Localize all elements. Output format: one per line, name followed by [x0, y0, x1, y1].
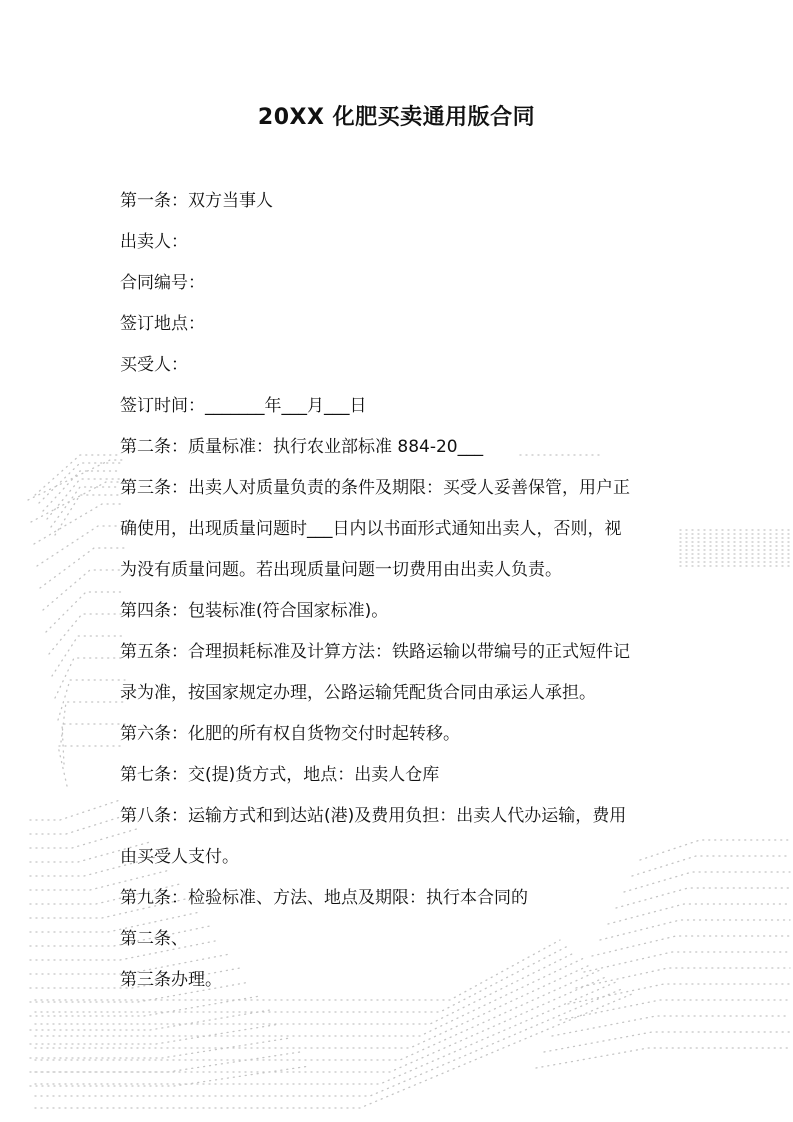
document-title: 20XX 化肥买卖通用版合同 — [257, 105, 536, 130]
body-line: 第四条：包装标准(符合国家标准)。 — [120, 601, 389, 621]
document-body — [120, 186, 680, 1006]
dotted-trace — [35, 994, 632, 1108]
dotted-trace — [30, 1066, 310, 1086]
body-line: 确使用，出现质量问题时___日内以书面形式通知出卖人，否则，视 — [120, 519, 622, 539]
dotted-trace — [30, 814, 130, 834]
dotted-trace — [58, 746, 125, 786]
body-line: 第三条：出卖人对质量负责的条件及期限：买受人妥善保管，用户正 — [120, 478, 630, 498]
dotted-trace — [49, 614, 125, 654]
body-line: 第三条办理。 — [120, 970, 222, 990]
dotted-trace — [30, 1038, 290, 1058]
body-line: 由买受人支付。 — [120, 847, 239, 867]
body-line: 第九条：检验标准、方法、地点及期限：执行本合同的 — [120, 888, 528, 908]
dotted-trace — [52, 636, 125, 676]
body-line: 第五条：合理损耗标准及计算方法：铁路运输以带编号的正式短件记 — [120, 642, 630, 662]
dotted-trace — [43, 471, 120, 511]
dotted-trace — [544, 1032, 790, 1052]
dotted-trace — [30, 800, 120, 820]
dotted-trace — [55, 658, 125, 698]
dotted-trace — [35, 455, 120, 495]
dotted-trace — [536, 1048, 790, 1068]
dotted-trace — [552, 1016, 790, 1036]
dotted-trace — [47, 479, 120, 519]
dotted-trace — [55, 495, 120, 535]
body-line: 第一条：双方当事人 — [120, 191, 273, 211]
dotted-trace — [39, 463, 120, 503]
dotted-trace — [28, 460, 125, 500]
body-line: 第八条：运输方式和到达站(港)及费用负担：出卖人代办运输，费用 — [120, 806, 627, 826]
dotted-trace — [61, 702, 125, 742]
dotted-trace — [43, 570, 125, 610]
dotted-trace — [30, 1052, 300, 1072]
dotted-trace — [30, 1010, 270, 1030]
body-line: 买受人： — [120, 355, 188, 375]
body-line: 出卖人： — [120, 232, 188, 252]
dotted-trace — [46, 592, 125, 632]
dotted-trace — [30, 1024, 280, 1044]
dotted-trace — [40, 548, 125, 588]
body-line: 录为准，按国家规定办理，公路运输凭配货合同由承运人承担。 — [120, 683, 596, 703]
body-line: 为没有质量问题。若出现质量问题一切费用由出卖人负责。 — [120, 560, 562, 580]
body-line: 签订地点： — [120, 314, 205, 334]
dotted-trace — [51, 487, 120, 527]
dotted-trace — [34, 504, 125, 544]
dotted-trace — [58, 680, 125, 720]
dotted-trace — [37, 526, 125, 566]
body-line: 第二条、 — [120, 929, 188, 949]
dotted-trace — [31, 482, 125, 522]
dotted-trace — [62, 724, 125, 764]
body-line: 签订时间：_______年___月___日 — [120, 396, 367, 416]
body-line: 合同编号： — [120, 273, 205, 293]
body-line: 第二条：质量标准：执行农业部标准 884-20___ — [120, 437, 484, 457]
body-line: 第七条：交(提)货方式，地点：出卖人仓库 — [120, 765, 440, 785]
body-line: 第六条：化肥的所有权自货物交付时起转移。 — [120, 724, 460, 744]
